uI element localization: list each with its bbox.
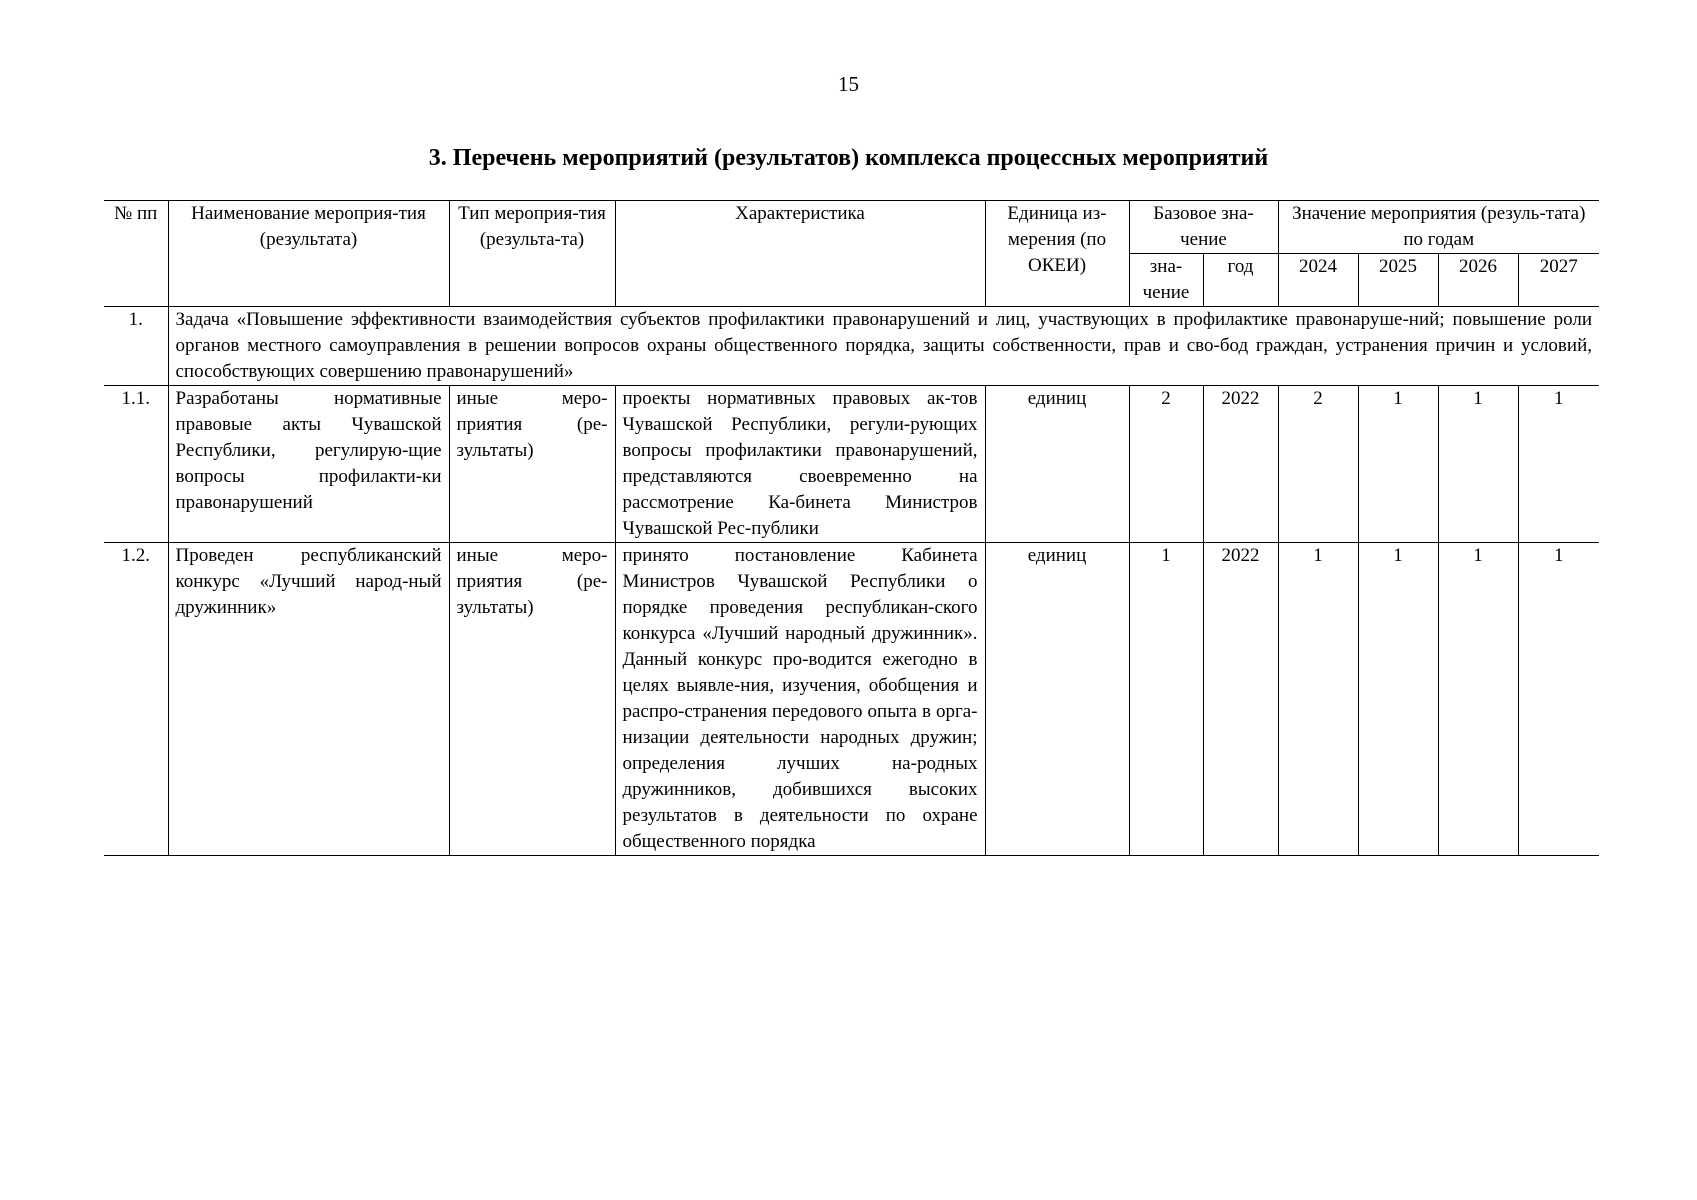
header-year-2024: 2024	[1278, 254, 1358, 307]
table-row	[104, 386, 1599, 543]
row-value-2024: 1	[1278, 543, 1358, 856]
header-row	[104, 201, 1599, 254]
document-title: 3. Перечень мероприятий (результатов) комплекса процессных мероприятий	[428, 145, 1269, 171]
page-number: 15	[838, 72, 859, 96]
row-name: Разработаны нормативные правовые акты Чувашской Республики, регулирую-щие вопросы профилакти-ки правонарушений	[168, 386, 449, 543]
header-year-2026: 2026	[1438, 254, 1518, 307]
task-num: 1.	[104, 307, 168, 386]
table-row	[104, 543, 1599, 856]
row-value-2024: 2	[1278, 386, 1358, 543]
header-unit: Единица из-мерения (по ОКЕИ)	[985, 201, 1129, 307]
header-num: № пп	[104, 201, 168, 307]
header-characteristic: Характеристика	[615, 201, 985, 307]
row-base-value: 2	[1129, 386, 1203, 543]
row-base-year: 2022	[1203, 386, 1278, 543]
row-characteristic: проекты нормативных правовых ак-тов Чувашской Республики, регули-рующих вопросы профилактики правонарушений, представляются своевременно на рассмотрение Ка-бинета Министров Чувашской Рес-публики	[615, 386, 985, 543]
row-base-value: 1	[1129, 543, 1203, 856]
row-value-2025: 1	[1358, 543, 1438, 856]
row-value-2027: 1	[1518, 543, 1599, 856]
row-name: Проведен республиканский конкурс «Лучший народ-ный дружинник»	[168, 543, 449, 856]
row-value-2026: 1	[1438, 543, 1518, 856]
header-type: Тип мероприя-тия (результа-та)	[449, 201, 615, 307]
row-value-2025: 1	[1358, 386, 1438, 543]
row-unit: единиц	[985, 386, 1129, 543]
row-type: иные меро-приятия (ре-зультаты)	[449, 543, 615, 856]
header-year-2027: 2027	[1518, 254, 1599, 307]
row-type: иные меро-приятия (ре-зультаты)	[449, 386, 615, 543]
header-base-value: зна-чение	[1129, 254, 1203, 307]
header-base: Базовое зна-чение	[1129, 201, 1278, 254]
row-base-year: 2022	[1203, 543, 1278, 856]
task-text: Задача «Повышение эффективности взаимодействия субъектов профилактики правонарушений и лиц, участвующих в профилактике правонаруше-ний; повышение роли органов местного самоуправления в решении вопросов охраны общественного порядка, защиты собственности, прав и сво-бод граждан, устранения причин и условий, способствующих совершению правонарушений»	[168, 307, 1599, 386]
row-num: 1.1.	[104, 386, 168, 543]
task-row	[104, 307, 1599, 386]
row-unit: единиц	[985, 543, 1129, 856]
row-value-2027: 1	[1518, 386, 1599, 543]
header-by-years: Значение мероприятия (резуль-тата) по годам	[1278, 201, 1599, 254]
header-year-2025: 2025	[1358, 254, 1438, 307]
row-characteristic: принято постановление Кабинета Министров Чувашской Республики о порядке проведения республикан-ского конкурса «Лучший народный дружинник». Данный конкурс про-водится ежегодно в целях выявле-ния, изучения, обобщения и распро-странения передового опыта в орга-низации деятельности народных дружин; определения лучших на-родных дружинников, добившихся высоких результатов в деятельности по охране общественного порядка	[615, 543, 985, 856]
row-value-2026: 1	[1438, 386, 1518, 543]
row-num: 1.2.	[104, 543, 168, 856]
header-base-year: год	[1203, 254, 1278, 307]
measures-table	[104, 200, 1599, 856]
header-name: Наименование мероприя-тия (результата)	[168, 201, 449, 307]
